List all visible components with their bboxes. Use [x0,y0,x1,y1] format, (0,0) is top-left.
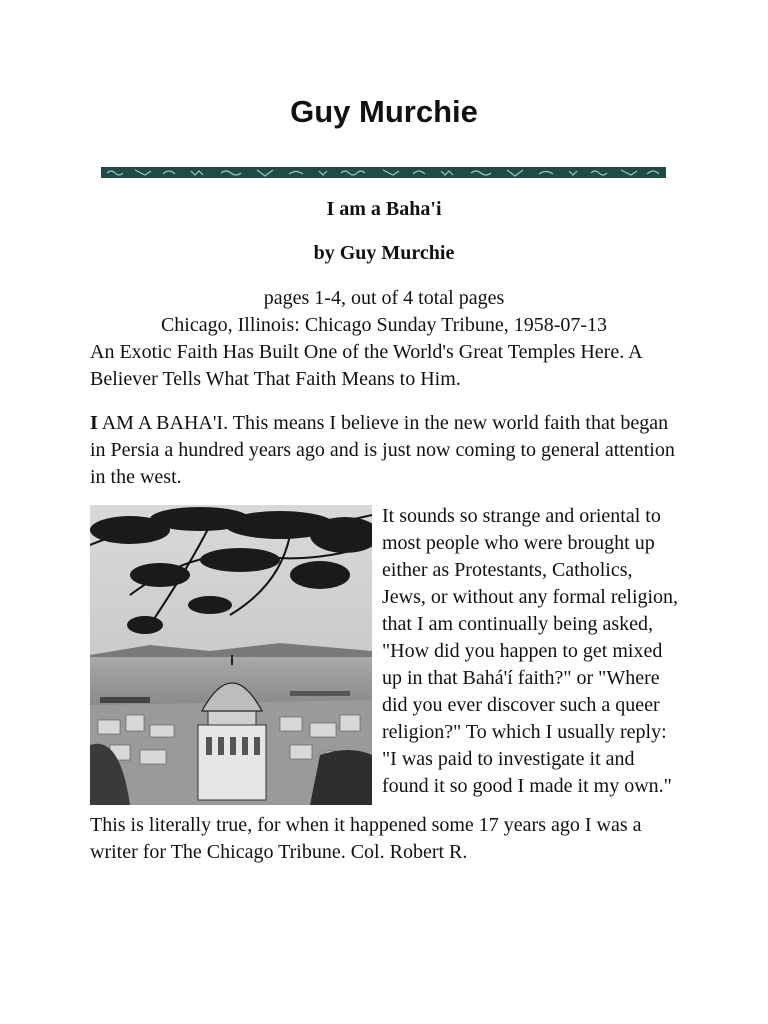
temple-photo [90,505,372,805]
decorative-banner [101,165,666,176]
banner-graphic [101,167,666,178]
article-title: I am a Baha'i [326,198,442,220]
paragraph-1-text: AM A BAHA'I. This means I believe in the new world faith that began in Persia a hundred years ago and is just now coming to general attention in the west. [90,412,675,488]
page-title: Guy Murchie [290,94,478,129]
drop-lead: I [90,412,98,434]
paragraph-2: It sounds so strange and oriental to most people who were brought up either as Protestants, Catholics, Jews, or without any formal religion, that I am continually being asked, "How did you happen to get mixed up in that Bahá'í faith?" or "Where did you ever discover such a queer religion?" To which I usually reply: "I was paid to investigate it and found it so good I made it my own." [382,505,679,797]
article-subtitle: An Exotic Faith Has Built One of the World's Great Temples Here. A Believer Tells What That Faith Means to Him. [90,341,642,390]
paragraph-3: This is literally true, for when it happened some 17 years ago I was a writer for The Chicago Tribune. Col. Robert R. [90,814,642,863]
shrine-illustration [90,505,372,805]
paragraph-1 [90,410,680,491]
page-count: pages 1-4, out of 4 total pages [263,287,505,309]
article-byline: by Guy Murchie [313,242,455,264]
article-body [90,410,680,878]
article-meta [0,285,768,393]
publication-source: Chicago, Illinois: Chicago Sunday Tribune, 1958-07-13 [160,314,608,336]
